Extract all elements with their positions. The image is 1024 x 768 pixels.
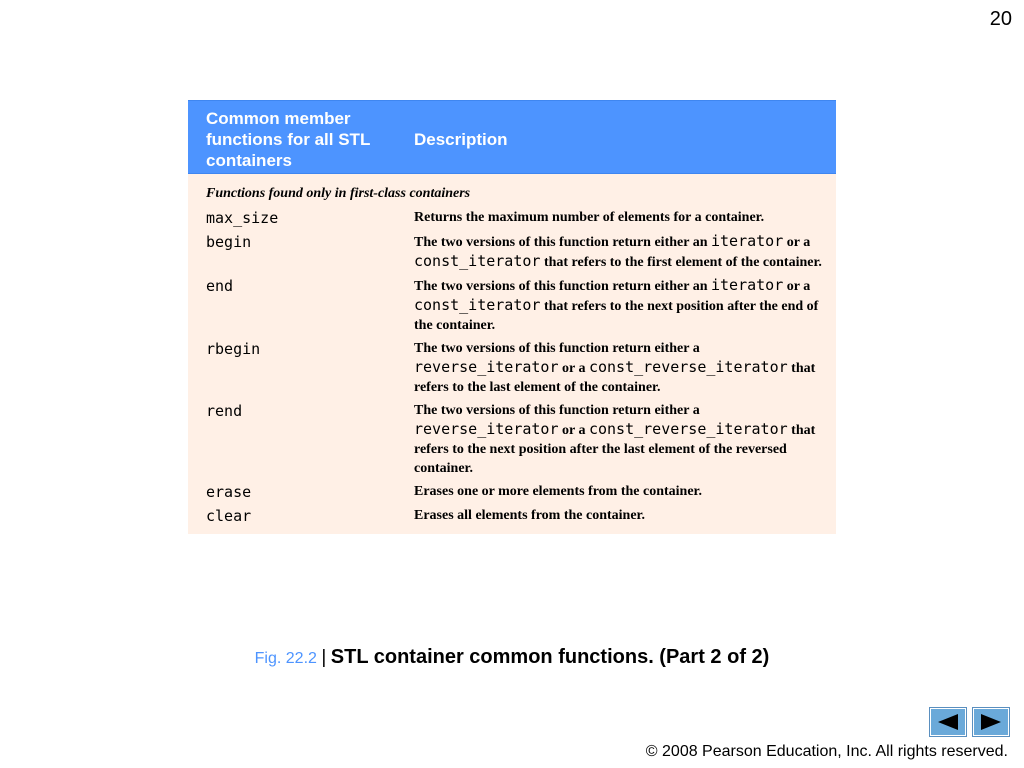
function-name: end xyxy=(206,277,234,295)
code-term: const_iterator xyxy=(414,296,541,314)
header-functions: Common member functions for all STL containers xyxy=(188,101,410,174)
function-description xyxy=(410,399,836,480)
table-header-row xyxy=(188,101,836,174)
description-text: that refers to the first element of the container. xyxy=(540,255,822,270)
next-slide-button[interactable] xyxy=(973,708,1009,736)
description-text: The two versions of this function return either a xyxy=(414,403,700,418)
section-row xyxy=(188,174,836,207)
description-text: that refers to the last element of the container. xyxy=(414,361,816,395)
triangle-right-icon xyxy=(979,713,1003,731)
description-text: Erases all elements from the container. xyxy=(414,508,645,523)
description-text: The two versions of this function return either an xyxy=(414,235,711,250)
function-name: rbegin xyxy=(206,340,261,358)
description-text: The two versions of this function return either an xyxy=(414,279,711,294)
stl-functions-table xyxy=(188,100,836,534)
function-name: clear xyxy=(206,507,252,525)
table-row xyxy=(188,230,836,274)
caption-separator: | xyxy=(321,647,327,668)
function-name: erase xyxy=(206,483,252,501)
description-text: Erases one or more elements from the container. xyxy=(414,484,702,499)
section-heading: Functions found only in first-class containers xyxy=(206,186,471,201)
copyright-notice: © 2008 Pearson Education, Inc. All rights reserved. xyxy=(645,743,1008,760)
function-name: begin xyxy=(206,233,252,251)
code-term: iterator xyxy=(710,276,784,294)
description-text: or a xyxy=(558,361,589,376)
figure-label: Fig. 22.2 xyxy=(254,650,317,667)
code-term: reverse_iterator xyxy=(414,420,559,438)
description-text: or a xyxy=(783,235,811,250)
table-row xyxy=(188,399,836,480)
code-term: const_iterator xyxy=(414,252,541,270)
figure-title: STL container common functions. (Part 2 of 2) xyxy=(330,646,770,668)
code-term: reverse_iterator xyxy=(414,358,559,376)
table-row xyxy=(188,480,836,504)
function-description xyxy=(410,337,836,399)
code-term: iterator xyxy=(710,232,784,250)
code-term: const_reverse_iterator xyxy=(588,358,788,376)
table-row xyxy=(188,274,836,337)
table-row xyxy=(188,206,836,230)
function-name: max_size xyxy=(206,209,279,227)
previous-slide-button[interactable] xyxy=(930,708,966,736)
function-description xyxy=(410,206,836,230)
code-term: const_reverse_iterator xyxy=(588,420,788,438)
description-text: or a xyxy=(783,279,811,294)
table-row xyxy=(188,504,836,534)
table-row xyxy=(188,337,836,399)
description-text: that refers to the next position after the last element of the reversed container. xyxy=(414,423,816,476)
description-text: that refers to the next position after the end of the container. xyxy=(414,299,819,333)
slide-number: 20 xyxy=(989,8,1012,30)
function-description xyxy=(410,274,836,337)
function-description xyxy=(410,230,836,274)
triangle-left-icon xyxy=(936,713,960,731)
header-description: Description xyxy=(410,101,836,174)
figure-caption xyxy=(0,646,1024,669)
function-name: rend xyxy=(206,402,243,420)
description-text: or a xyxy=(558,423,589,438)
function-description xyxy=(410,480,836,504)
description-text: Returns the maximum number of elements for a container. xyxy=(414,210,765,225)
function-description xyxy=(410,504,836,534)
description-text: The two versions of this function return either a xyxy=(414,341,700,356)
